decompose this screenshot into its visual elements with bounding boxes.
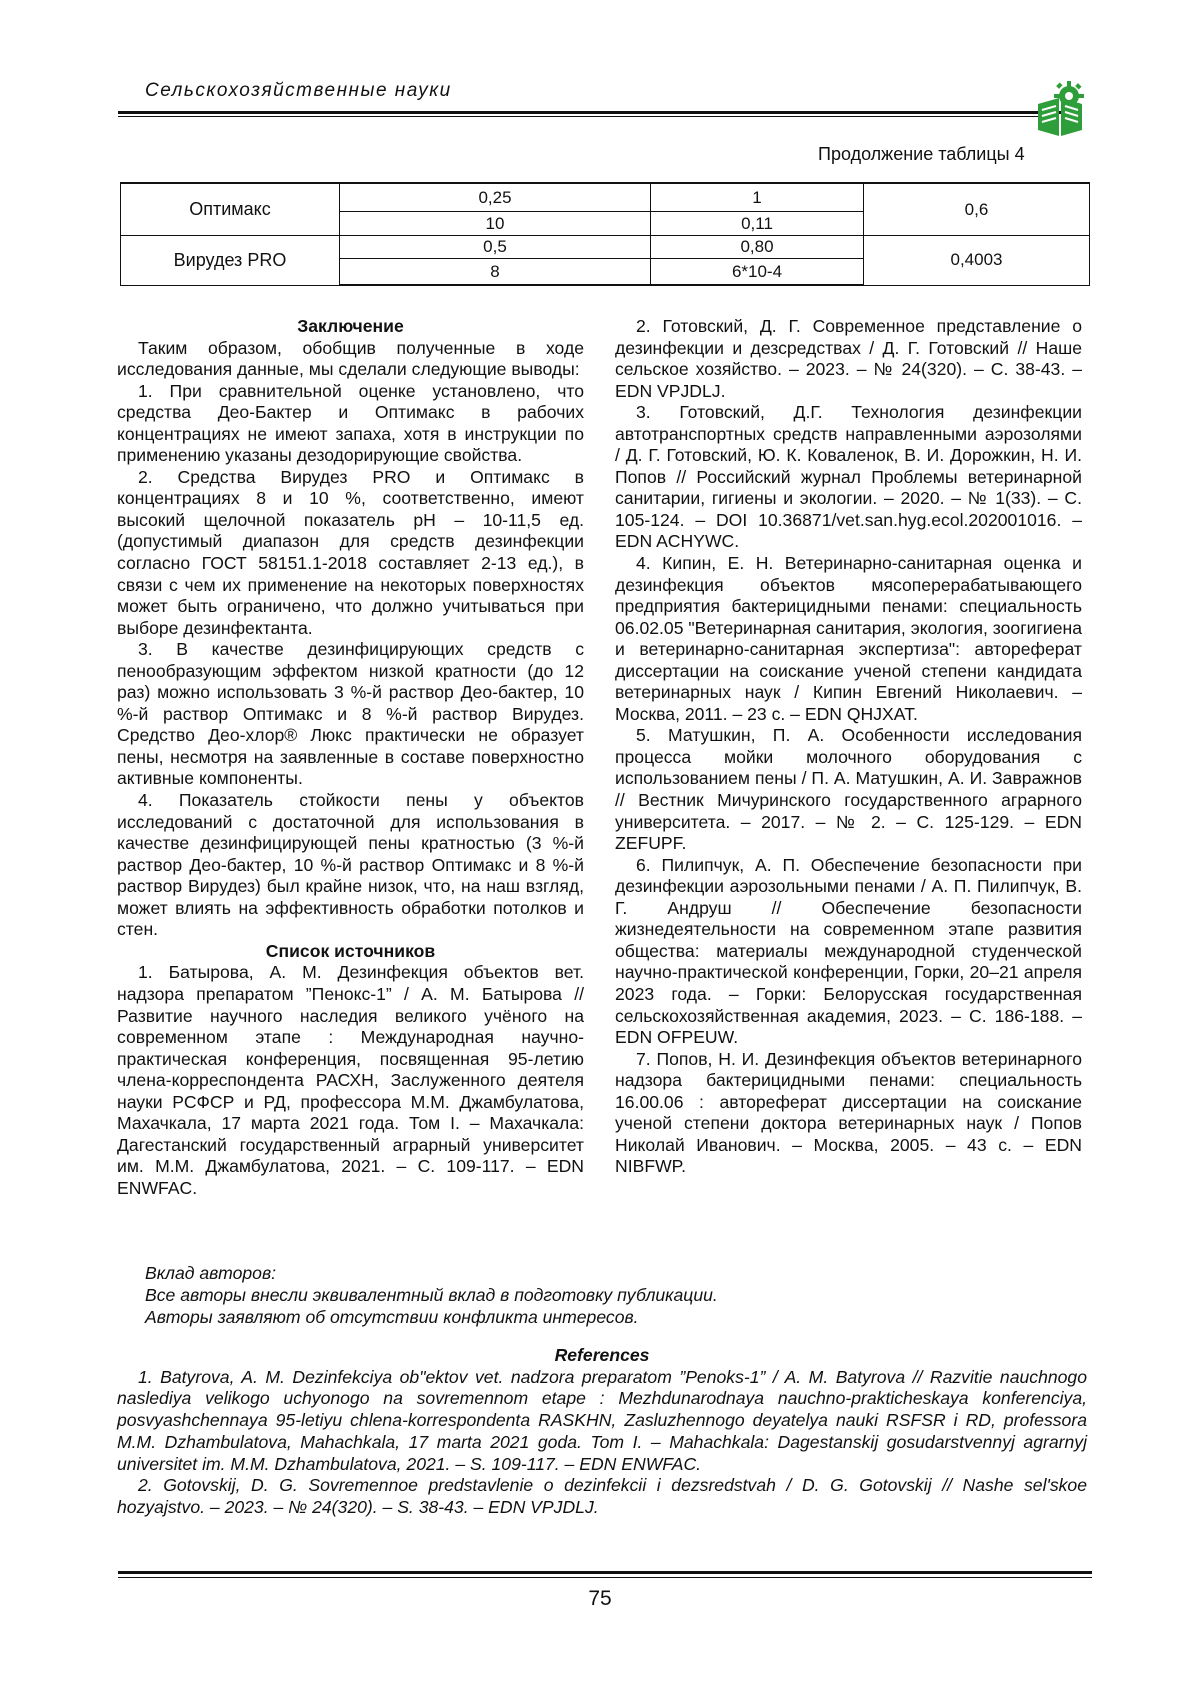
contribution-title: Вклад авторов: [145, 1263, 277, 1283]
table-cell: Оптимакс [121, 183, 340, 236]
footer-rule [118, 1571, 1092, 1574]
references-section [117, 1345, 1087, 1519]
contribution-line: Все авторы внесли эквивалентный вклад в подготовку публикации. [145, 1285, 718, 1305]
source-item: 1. Батырова, А. М. Дезинфекция объектов вет. надзора препаратом ”Пенокс-1” / А. М. Батырова // Развитие научного наследия великого учёного на современном этапе : Международная научно-практическая конференция, посвященная 95-летию члена-корреспондента РАСХН, Заслуженного деятеля науки РСФСР и РД, профессора М.М. Джамбулатова, Махачкала, 17 марта 2021 года. Том I. – Махачкала: Дагестанский государственный аграрный университет им. М.М. Джамбулатова, 2021. – С. 109-117. – EDN ENWFAC. [117, 962, 584, 1198]
table-cell: 1 [651, 183, 864, 212]
right-column [615, 316, 1082, 1178]
source-item: 6. Пилипчук, А. П. Обеспечение безопасности при дезинфекции аэрозольными пенами / А. П. Пилипчук, В. Г. Андруш // Обеспечение безопасности жизнедеятельности на современном этапе развития общества: материалы международной студенческой научно-практической конференции, Горки, 20–21 апреля 2023 года. – Горки: Белорусская государственная сельскохозяйственная академия, 2023. – С. 186-188. – EDN OFPEUW. [615, 854, 1082, 1048]
conclusion-paragraph: 3. В качестве дезинфицирующих средств с пенообразующим эффектом низкой кратности (до 12 раз) можно использовать 3 %-й раствор Део-бактер, 10 %-й раствор Оптимакс и 8 %-й раствор Вирудез. Средство Део-хлор® Люкс практически не образует пены, несмотря на заявленные в составе поверхностно активные компоненты. [117, 639, 584, 789]
table-row [121, 183, 1090, 212]
reference-item: 1. Batyrova, A. M. Dezinfekciya ob"ektov vet. nadzora preparatom ”Penoks-1” / A. M. Batyrova // Razvitie nauchnogo naslediya velikogo uchyonogo na sovremennom etape : Mezhdunarodnaya nauchno-prakticheskaya konferenciya, posvyashchennaya 95-letiyu chlena-korrespondenta RASKHN, Zasluzhennogo deyatelya nauki RSFSR i RD, professora M.M. Dzhambulatova, Mahachkala, 17 marta 2021 goda. Tom I. – Mahachkala: Dagestanskij gosudarstvennyj agrarnyj universitet im. M.M. Dzhambulatova, 2021. – S. 109-117. – EDN ENWFAC. [117, 1366, 1087, 1474]
conclusion-paragraph: Таким образом, обобщив полученные в ходе исследования данные, мы сделали следующие выводы: [117, 337, 584, 380]
header-rule [118, 111, 1068, 114]
table-cell: 0,4003 [864, 236, 1090, 286]
author-contribution [145, 1262, 718, 1328]
conclusion-heading: Заключение [297, 316, 404, 336]
table-cell: 0,6 [864, 183, 1090, 236]
table-row [121, 236, 1090, 259]
table-cell: 0,11 [651, 212, 864, 236]
source-item: 2. Готовский, Д. Г. Современное представление о дезинфекции и дезсредствах / Д. Г. Готовский // Наше сельское хозяйство. – 2023. – № 24(320). – С. 38-43. – EDN VPJDLJ. [615, 316, 1082, 401]
results-table [120, 182, 1090, 286]
page-number: 75 [588, 1587, 612, 1610]
table-continuation-label: Продолжение таблицы 4 [818, 144, 1025, 164]
source-item: 7. Попов, Н. И. Дезинфекция объектов ветеринарного надзора бактерицидными пенами: специальность 16.00.06 : автореферат диссертации на соискание ученой степени доктора ветеринарных наук / Попов Николай Иванович. – Москва, 2005. – 43 с. – EDN NIBFWP. [615, 1048, 1082, 1177]
footer-rule-thin [118, 1577, 1092, 1578]
source-item: 3. Готовский, Д.Г. Технология дезинфекции автотранспортных средств направленными аэрозолями / Д. Г. Готовский, Ю. К. Коваленок, В. И. Дорожкин, Н. И. Попов // Российский журнал Проблемы ветеринарной санитарии, гигиены и экологии. – 2020. – № 1(33). – С. 105-124. – DOI 10.36871/vet.san.hyg.ecol.202001016. – EDN ACHYWC. [615, 402, 1082, 552]
conflict-line: Авторы заявляют об отсутствии конфликта интересов. [145, 1307, 639, 1327]
journal-logo-icon [1035, 80, 1085, 138]
source-item: 5. Матушкин, П. А. Особенности исследования процесса мойки молочного оборудования с использованием пены / П. А. Матушкин, А. И. Завражнов // Вестник Мичуринского государственного аграрного университета. – 2017. – № 2. – С. 125-129. – EDN ZEFUPF. [615, 725, 1082, 854]
reference-item: 2. Gotovskij, D. G. Sovremennoe predstavlenie o dezinfekcii i dezsredstvah / D. G. Gotovskij // Nashe sel'skoe hozyajstvo. – 2023. – № 24(320). – S. 38-43. – EDN VPJDLJ. [117, 1475, 1087, 1517]
conclusion-paragraph: 2. Средства Вирудез PRO и Оптимакс в концентрациях 8 и 10 %, соответственно, имеют высокий щелочной показатель pH – 10-11,5 ед. (допустимый диапазон для средств дезинфекции согласно ГОСТ 58151.1-2018 составляет 2-13 ед.), в связи с чем их применение на некоторых поверхностях может быть ограничено, что должно учитываться при выборе дезинфектанта. [117, 466, 584, 638]
conclusion-paragraph: 1. При сравнительной оценке установлено, что средства Део-Бактер и Оптимакс в рабочих концентрациях не имеют запаха, хотя в инструкции по применению указаны дезодорирующие свойства. [117, 380, 584, 466]
table-cell: 8 [340, 259, 651, 286]
table-cell: Вирудез PRO [121, 236, 340, 286]
table-cell: 0,5 [340, 236, 651, 259]
conclusion-paragraph: 4. Показатель стойкости пены у объектов исследований с достаточной для использования в качестве дезинфицирующей пены кратностью (3 %-й раствор Део-бактер, 10 %-й раствор Оптимакс и 8 %-й раствор Вирудез) был крайне низок, что, на наш взгляд, может влиять на эффективность обработки потолков и стен. [117, 790, 584, 940]
table-cell: 0,25 [340, 183, 651, 212]
source-item: 4. Кипин, Е. Н. Ветеринарно-санитарная оценка и дезинфекция объектов мясоперерабатывающего предприятия бактерицидными пенами: специальность 06.02.05 "Ветеринарная санитария, экология, зоогигиена и ветеринарно-санитарная экспертиза": автореферат диссертации на соискание ученой степени кандидата ветеринарных наук / Кипин Евгений Николаевич. – Москва, 2011. – 23 с. – EDN QHJXAT. [615, 553, 1082, 724]
sources-heading: Список источников [265, 940, 436, 961]
references-heading: References [554, 1345, 650, 1365]
journal-section-title: Сельскохозяйственные науки [145, 80, 452, 101]
table-cell: 10 [340, 212, 651, 236]
table-cell: 0,80 [651, 236, 864, 259]
table-cell: 6*10-4 [651, 259, 864, 286]
left-column [117, 316, 584, 1199]
header-rule-thin [118, 116, 1048, 117]
